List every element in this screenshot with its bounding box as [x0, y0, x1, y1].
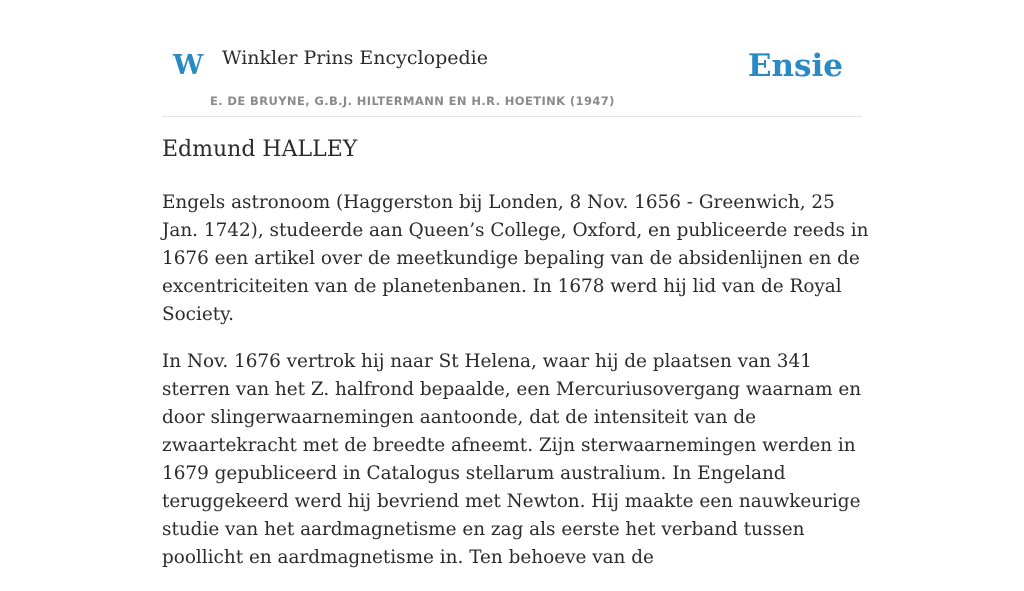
article-paragraph-2: In Nov. 1676 vertrok hij naar St Helena, waar hij de plaatsen van 341 sterren van het Z. halfrond bepaalde, een Mercuriusovergang waarnam en door slingerwaarnemingen aantoonde, dat de intensiteit van de zwaartekracht met de breedte afneemt. Zijn sterwaarnemingen werden in 1679 gepubliceerd in Catalogus stellarum australium. In Engeland teruggekeerd werd hij bevriend met Newton. Hij maakte een nauwkeurige studie van het aardmagnetisme en zag als eerste het verband tussen poollicht en aardmagnetisme in. Ten behoeve van de — [162, 350, 862, 568]
site-title[interactable]: Winkler Prins Encyclopedie — [222, 47, 488, 69]
winkler-prins-logo-icon[interactable]: W — [173, 50, 204, 81]
article-title: Edmund HALLEY — [162, 137, 358, 162]
site-header — [162, 40, 862, 117]
ensie-logo[interactable]: Ensie — [747, 48, 843, 84]
article-paragraph-1: Engels astronoom (Haggerston bij Londen, 8 Nov. 1656 - Greenwich, 25 Jan. 1742), studeerde aan Queen’s College, Oxford, en publiceerde reeds in 1676 een artikel over de meetkundige bepaling van de absidenlijnen en de excentriciteiten van de planetenbanen. In 1678 werd hij lid van de Royal Society. — [162, 191, 869, 325]
article — [162, 136, 872, 591]
site-subtitle: E. DE BRUYNE, G.B.J. HILTERMANN EN H.R. HOETINK (1947) — [210, 94, 615, 108]
